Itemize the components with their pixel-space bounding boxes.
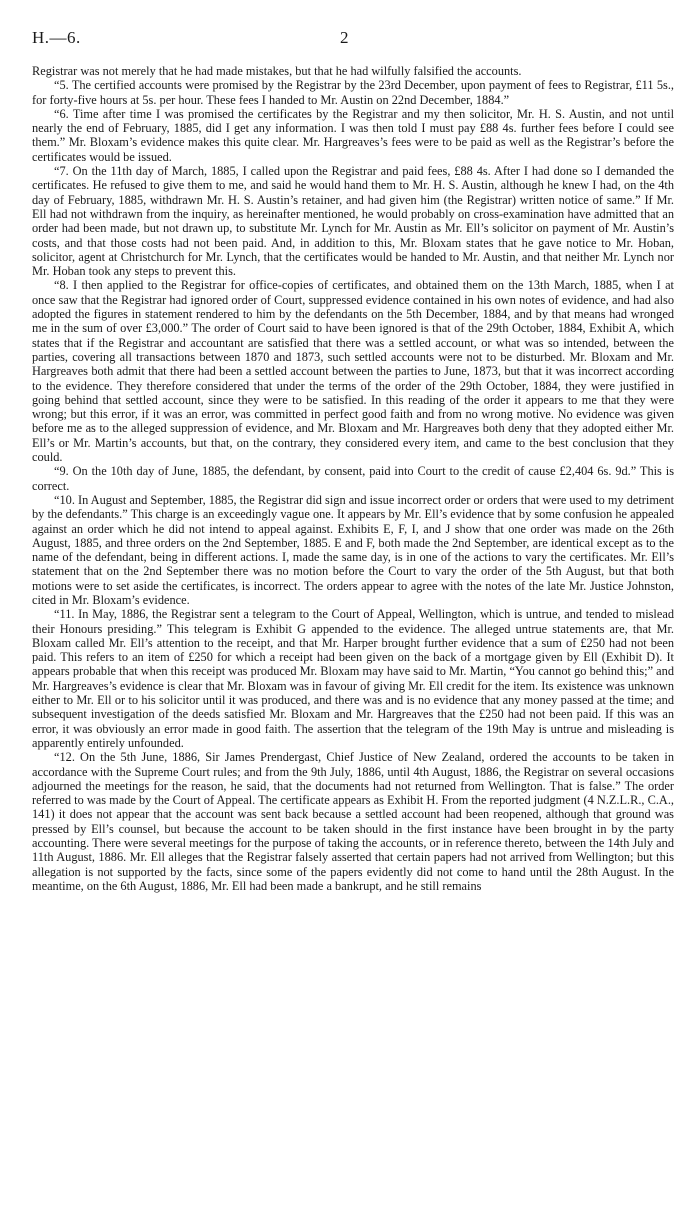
document-reference: H.—6. [32,28,81,47]
paragraph-8: “8. I then applied to the Registrar for office-copies of certificates, and obtained them on the 13th March, 1885, when I at once saw that the Registrar had ignored order of Court, suppressed evidence contained in his own notes of evidence, and had also adopted the figures in statement rendered to him by the defendants on the 5th December, 1884, and by that means had wronged me in the sum of over £3,000.” The order of Court said to have been ignored is that of the 29th October, 1884, Exhibit A, which states that if the Registrar and accountant are satisfied that there was a settled account, or what was so intended, between the parties, covering all transactions between 1870 and 1873, such settled accounts were not to be disturbed. Mr. Bloxam and Mr. Hargreaves both admit that there had been a settled account between the parties to June, 1873, but that it was incorrect according to the evidence. They therefore considered that under the terms of the order of the 29th October, 1884, they were justified in going behind that settled account, since they were to be satisfied. In this reading of the order it appears to me that they were wrong; but this error, if it was an error, was committed in perfect good faith and from no wrong motive. No evidence was given before me as to the alleged suppression of evidence, and Mr. Bloxam and Mr. Hargreaves both deny that they adopted either Mr. Ell’s or Mr. Martin’s accounts, but that, on the contrary, they considered every item, and came to the best conclusion that they could. [32,278,674,465]
paragraph-9: “9. On the 10th day of June, 1885, the defendant, by consent, paid into Court to the credit of cause £2,404 6s. 9d.” This is correct. [32,464,674,493]
document-page [32,28,674,893]
paragraph-10: “10. In August and September, 1885, the Registrar did sign and issue incorrect order or orders that were used to my detriment by the defendants.” This charge is an exceedingly vague one. It appears by Mr. Ell’s evidence that by some confusion he appealed against an order which he did not intend to appeal against. Exhibits E, F, I, and J show that one order was made on the 26th August, 1885, and three orders on the 2nd September, 1885. E and F, both made the 2nd September, are identical except as to the name of the defendant, being in different actions. I, made the same day, is in one of the actions to vary the certificates. Mr. Ell’s statement that on the 2nd September there was no motion before the Court to vary the order of the 5th August, but that both motions were to set aside the certificates, is incorrect. The orders appear to agree with the notes of the late Mr. Justice Johnston, cited in Mr. Bloxam’s evidence. [32,492,674,607]
paragraph-7: “7. On the 11th day of March, 1885, I called upon the Registrar and paid fees, £88 4s. After I had done so I demanded the certificates. He refused to give them to me, and said he would hand them to Mr. H. S. Austin, although he knew I had, on the 4th day of February, 1885, withdrawn Mr. H. S. Austin’s retainer, and had given him (the Registrar) written notice of same.” If Mr. Ell had not withdrawn from the inquiry, as hereinafter mentioned, he would probably on cross-examination have admitted that an order had been made, but not drawn up, to substitute Mr. Lynch for Mr. Austin as Mr. Ell’s solicitor on payment of Mr. Austin’s costs, and that those costs had not been paid. And, in addition to this, Mr. Bloxam states that he gave notice to Mr. Hoban, solicitor, agent at Christchurch for Mr. Lynch, that the certificates would be handed to Mr. Austin, and that neither Mr. Lynch nor Mr. Hoban took any steps to prevent this. [32,164,674,279]
body-text [32,64,674,893]
paragraph-12: “12. On the 5th June, 1886, Sir James Prendergast, Chief Justice of New Zealand, ordered the accounts to be taken in accordance with the Supreme Court rules; and from the 9th July, 1886, until 4th August, 1886, the Registrar on several occasions adjourned the meetings for the reason, he said, that the documents had not returned from Wellington. That is false.” The order referred to was made by the Court of Appeal. The certificate appears as Exhibit H. From the reported judgment (4 N.Z.L.R., C.A., 141) it does not appear that the account was sent back because a settled account had been reopened, although that ground was pressed by Ell’s counsel, but because the account to be taken should in the first instance have been brought in by the party accounting. There were several meetings for the purpose of taking the accounts, or in reference thereto, between the 14th July and 11th August, 1886. Mr. Ell alleges that the Registrar falsely asserted that certain papers had not arrived from Wellington; but this allegation is not supported by the facts, since some of the papers evidently did not come to hand until the 28th August. In the meantime, on the 6th August, 1886, Mr. Ell had been made a bankrupt, and he still remains [32,750,674,893]
page-number: 2 [340,28,349,47]
page-header [32,28,674,64]
paragraph-6: “6. Time after time I was promised the certificates by the Registrar and my then solicitor, Mr. H. S. Austin, and not until nearly the end of February, 1885, did I get any information. I was then told I must pay £88 4s. further fees before I could see them.” Mr. Bloxam’s evidence makes this quite clear. Mr. Hargreaves’s fees were to be paid as well as the Registrar’s before the certificates would be issued. [32,106,674,164]
paragraph-5: “5. The certified accounts were promised by the Registrar by the 23rd December, upon payment of fees to Registrar, £11 5s., for forty-five hours at 5s. per hour. These fees I handed to Mr. Austin on 22nd December, 1884.” [32,78,674,107]
paragraph-11: “11. In May, 1886, the Registrar sent a telegram to the Court of Appeal, Wellington, which is untrue, and tended to mislead their Honours presiding.” This telegram is Exhibit G appended to the evidence. The alleged untrue statements are, that Mr. Bloxam called Mr. Ell’s attention to the receipt, and that Mr. Harper brought further evidence that a sum of £250 had not been paid. This refers to an item of £250 for which a receipt had been given on the back of a mortgage given by Ell (Exhibit D). It appears probable that when this receipt was produced Mr. Bloxam may have said to Mr. Martin, “You cannot go behind this;” and Mr. Hargreaves’s evidence is clear that Mr. Bloxam was in favour of giving Mr. Ell credit for the item. Its existence was unknown either to Mr. Ell or to his solicitor until it was produced, and there was and is no evidence that any money passed at the time; and subsequent investigation of the deeds satisfied Mr. Bloxam and Mr. Hargreaves that the £250 had not been paid. If this was an error, it was obviously an error made in good faith. The assertion that the telegram of the 19th May is untrue and misleading is apparently entirely unfounded. [32,607,674,750]
paragraph-continuation: Registrar was not merely that he had made mistakes, but that he had wilfully falsified the accounts. [32,64,522,78]
